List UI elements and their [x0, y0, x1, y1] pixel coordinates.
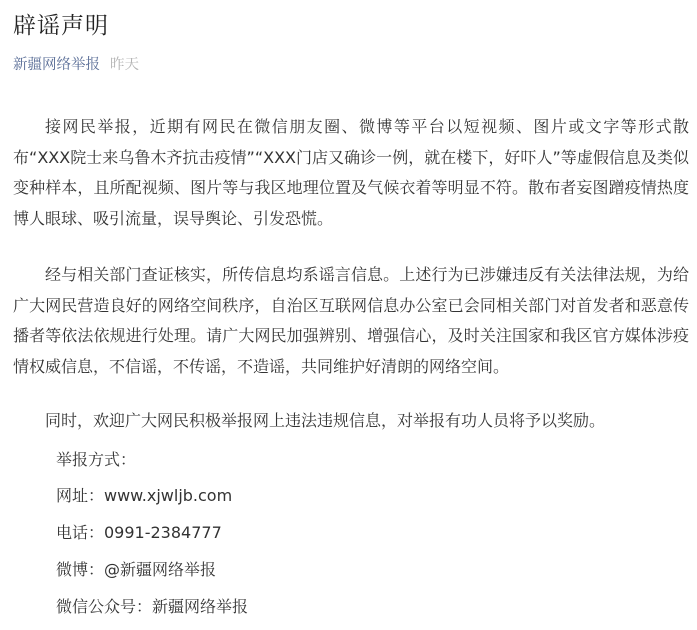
article-title: 辟谣声明 — [13, 13, 109, 39]
contact-phone: 电话：0991-2384777 — [56, 523, 222, 542]
publish-date: 昨天 — [110, 57, 139, 73]
source-account-link[interactable]: 新疆网络举报 — [13, 57, 100, 73]
paragraph-verification: 经与相关部门查证核实，所传信息均系谣言信息。上述行为已涉嫌违反有关法律法规，为给广大网民营造良好的网络空间秩序，自治区互联网信息办公室已会同相关部门对首发者和恶意传播者等依法依规进行处理。请广大网民加强辨别、增强信心，及时关注国家和我区官方媒体涉疫情权威信息，不信谣，不传谣，不造谣，共同维护好清朗的网络空间。 — [13, 265, 689, 376]
article-meta — [13, 55, 139, 75]
contact-heading: 举报方式： — [56, 450, 137, 469]
paragraph-report: 接网民举报，近期有网民在微信朋友圈、微博等平台以短视频、图片或文字等形式散布“XXX院士来乌鲁木齐抗击疫情”“XXX门店又确诊一例，就在楼下，好吓人”等虚假信息及类似变种样本，且所配视频、图片等与我区地理位置及气候衣着等明显不符。散布者妄图蹭疫情热度博人眼球、吸引流量，误导舆论、引发恐慌。 — [13, 117, 689, 228]
contact-weibo: 微博：@新疆网络举报 — [56, 560, 217, 579]
paragraph-reward: 同时，欢迎广大网民积极举报网上违法违规信息，对举报有功人员将予以奖励。 — [45, 411, 606, 430]
contact-wechat: 微信公众号：新疆网络举报 — [56, 597, 249, 616]
contact-website: 网址：www.xjwljb.com — [56, 486, 233, 505]
